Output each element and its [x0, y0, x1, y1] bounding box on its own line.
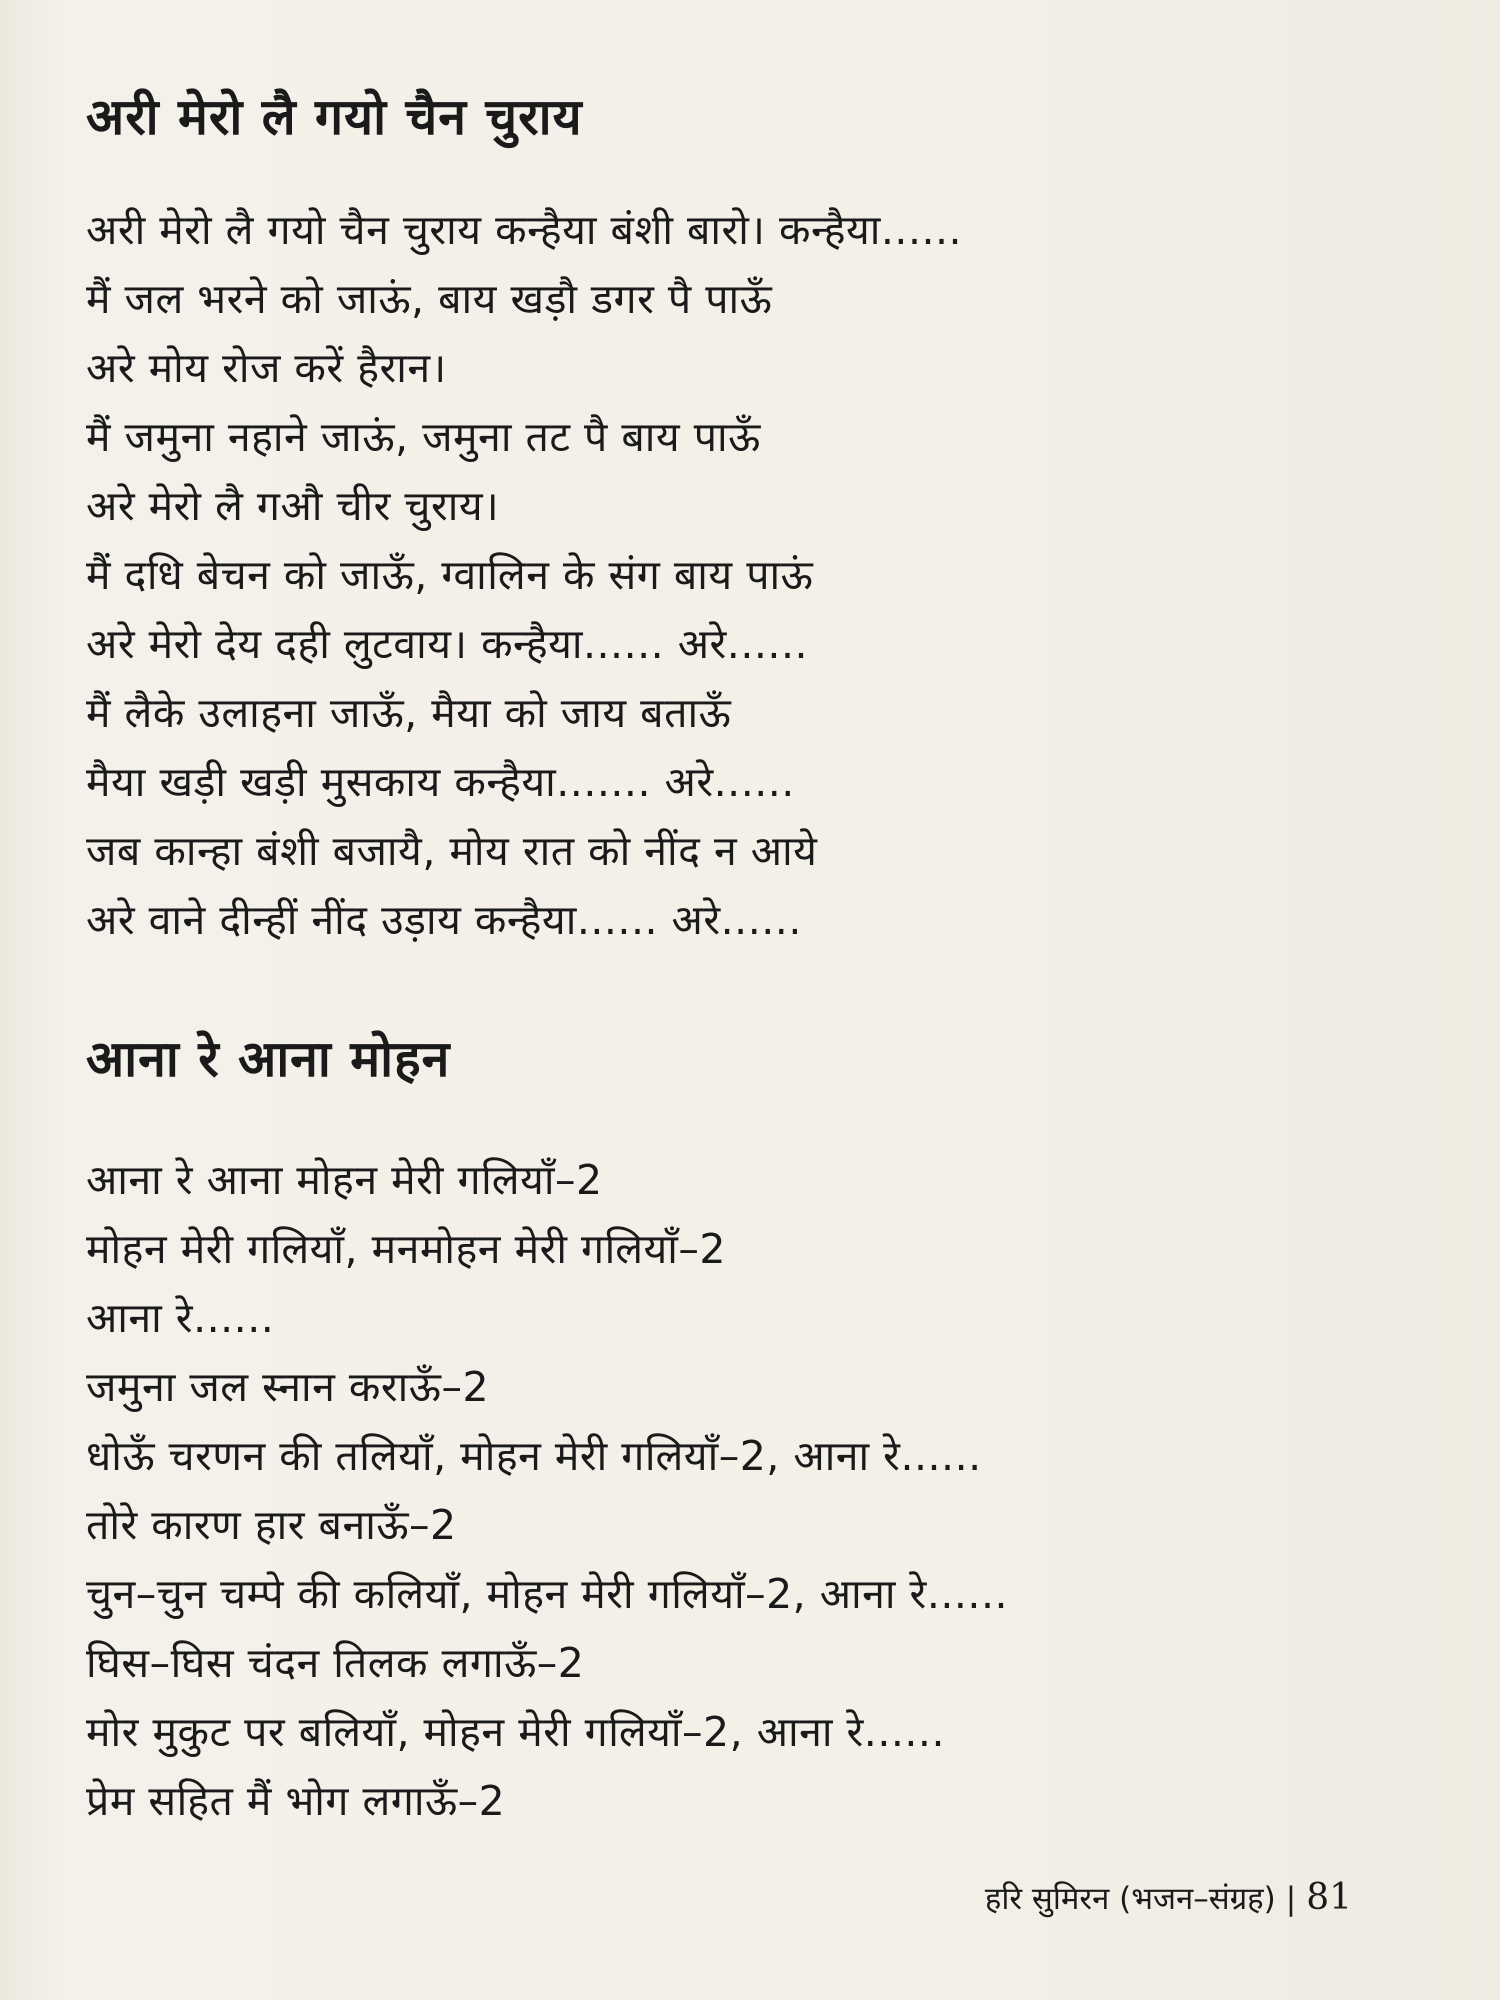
- footer-separator: |: [1285, 1881, 1297, 1917]
- lyric-line: अरी मेरो लै गयो चैन चुराय कन्हैया बंशी बारो। कन्हैया......: [86, 206, 963, 254]
- lyric-line: आना रे......: [86, 1294, 275, 1342]
- lyric-line: मैं जमुना नहाने जाऊं, जमुना तट पै बाय पाऊँ: [86, 413, 761, 461]
- lyric-line: मोहन मेरी गलियाँ, मनमोहन मेरी गलियाँ–2: [86, 1225, 726, 1273]
- song-section-ari-mero: [86, 78, 1446, 955]
- lyric-line: धोऊँ चरणन की तलियाँ, मोहन मेरी गलियाँ–2, आना रे......: [86, 1432, 982, 1480]
- lyric-line: मैं दधि बेचन को जाऊँ, ग्वालिन के संग बाय पाऊं: [86, 551, 814, 599]
- lyric-line: मैं जल भरने को जाऊं, बाय खड़ौ डगर पै पाऊँ: [86, 275, 773, 323]
- lyric-line: अरे वाने दीन्हीं नींद उड़ाय कन्हैया...... अरे......: [86, 896, 802, 944]
- lyric-line: घिस–घिस चंदन तिलक लगाऊँ–2: [86, 1639, 585, 1687]
- lyric-line: मैया खड़ी खड़ी मुसकाय कन्हैया....... अरे......: [86, 758, 795, 806]
- song-section-aana-re: [86, 1020, 1446, 1836]
- lyric-line: जमुना जल स्नान कराऊँ–2: [86, 1363, 490, 1411]
- song-title: अरी मेरो लै गयो चैन चुराय: [86, 88, 583, 146]
- lyric-line: अरे मेरो देय दही लुटवाय। कन्हैया...... अरे......: [86, 620, 809, 668]
- lyric-line: प्रेम सहित मैं भोग लगाऊँ–2: [86, 1777, 506, 1825]
- lyric-line: मोर मुकुट पर बलियाँ, मोहन मेरी गलियाँ–2, आना रे......: [86, 1708, 945, 1756]
- lyric-line: आना रे आना मोहन मेरी गलियाँ–2: [86, 1156, 603, 1204]
- lyric-line: चुन–चुन चम्पे की कलियाँ, मोहन मेरी गलियाँ–2, आना रे......: [86, 1570, 1009, 1618]
- lyric-line: मैं लैके उलाहना जाऊँ, मैया को जाय बताऊँ: [86, 689, 732, 737]
- book-title: हरि सुमिरन (भजन–संग्रह): [984, 1881, 1276, 1917]
- page-number: 81: [1306, 1877, 1352, 1918]
- lyric-line: जब कान्हा बंशी बजायै, मोय रात को नींद न आये: [86, 827, 818, 875]
- lyric-line: अरे मोय रोज करें हैरान।: [86, 344, 447, 392]
- song-lyrics: [86, 196, 1446, 955]
- lyric-line: तोरे कारण हार बनाऊँ–2: [86, 1501, 457, 1549]
- lyric-line: अरे मेरो लै गऔ चीर चुराय।: [86, 482, 500, 530]
- song-lyrics: [86, 1146, 1446, 1836]
- song-title: आना रे आना मोहन: [86, 1030, 451, 1088]
- page-footer: [985, 1874, 1352, 1923]
